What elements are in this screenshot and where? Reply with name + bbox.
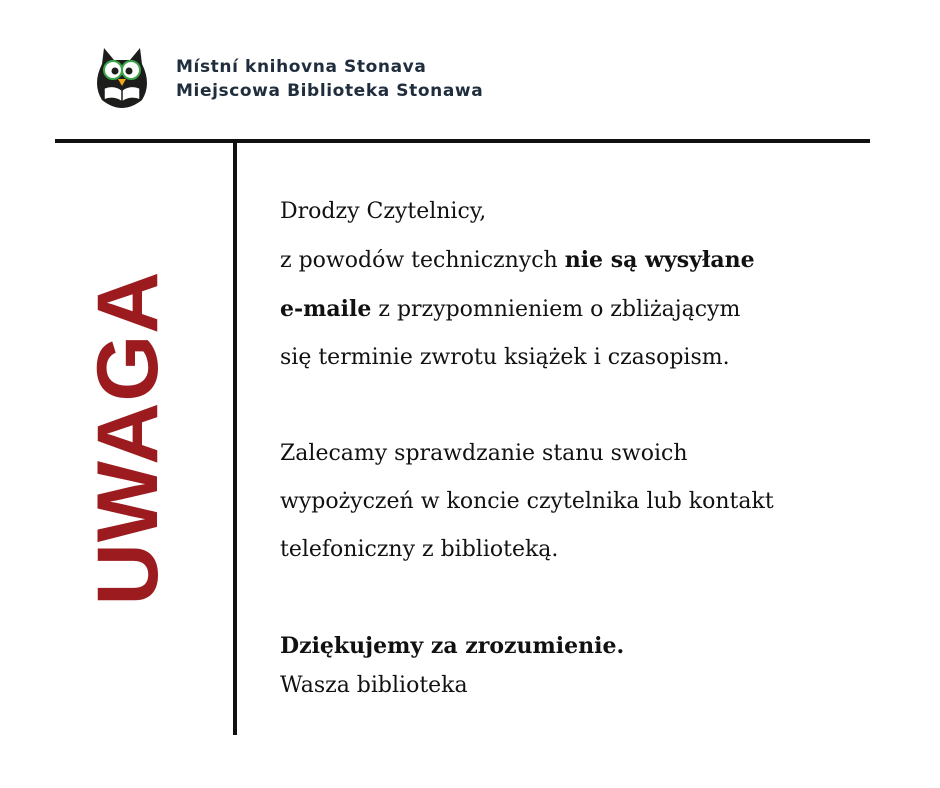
vertical-divider xyxy=(233,141,237,735)
library-name-czech: Místní knihovna Stonava xyxy=(176,57,427,77)
uwaga-title: UWAGA xyxy=(80,270,176,606)
notice-line: wypożyczeń w koncie czytelnika lub kontakt xyxy=(280,489,774,514)
notice-emphasis: e-maile xyxy=(280,296,372,322)
owl-logo-icon xyxy=(92,44,152,110)
library-name-polish: Miejscowa Biblioteka Stonawa xyxy=(176,81,484,101)
signature: Wasza biblioteka xyxy=(280,673,468,698)
notice-line: się terminie zwrotu książek i czasopism. xyxy=(280,345,730,370)
thanks-line xyxy=(280,622,880,671)
notice-text xyxy=(280,188,880,701)
greeting: Drodzy Czytelnicy, xyxy=(280,199,487,224)
notice-line xyxy=(280,236,880,285)
notice-text-segment: z powodów technicznych xyxy=(280,248,565,273)
notice-line xyxy=(280,285,880,334)
notice-line: Zalecamy sprawdzanie stanu swoich xyxy=(280,441,688,466)
notice-emphasis: nie są wysyłane xyxy=(564,247,755,273)
library-name xyxy=(176,55,483,103)
notice-line: telefoniczny z biblioteką. xyxy=(280,537,559,562)
notice-text-segment: z przypomnieniem o zbliżającym xyxy=(371,297,741,322)
horizontal-divider xyxy=(55,139,870,143)
thanks-text: Dziękujemy za zrozumienie. xyxy=(280,633,625,659)
